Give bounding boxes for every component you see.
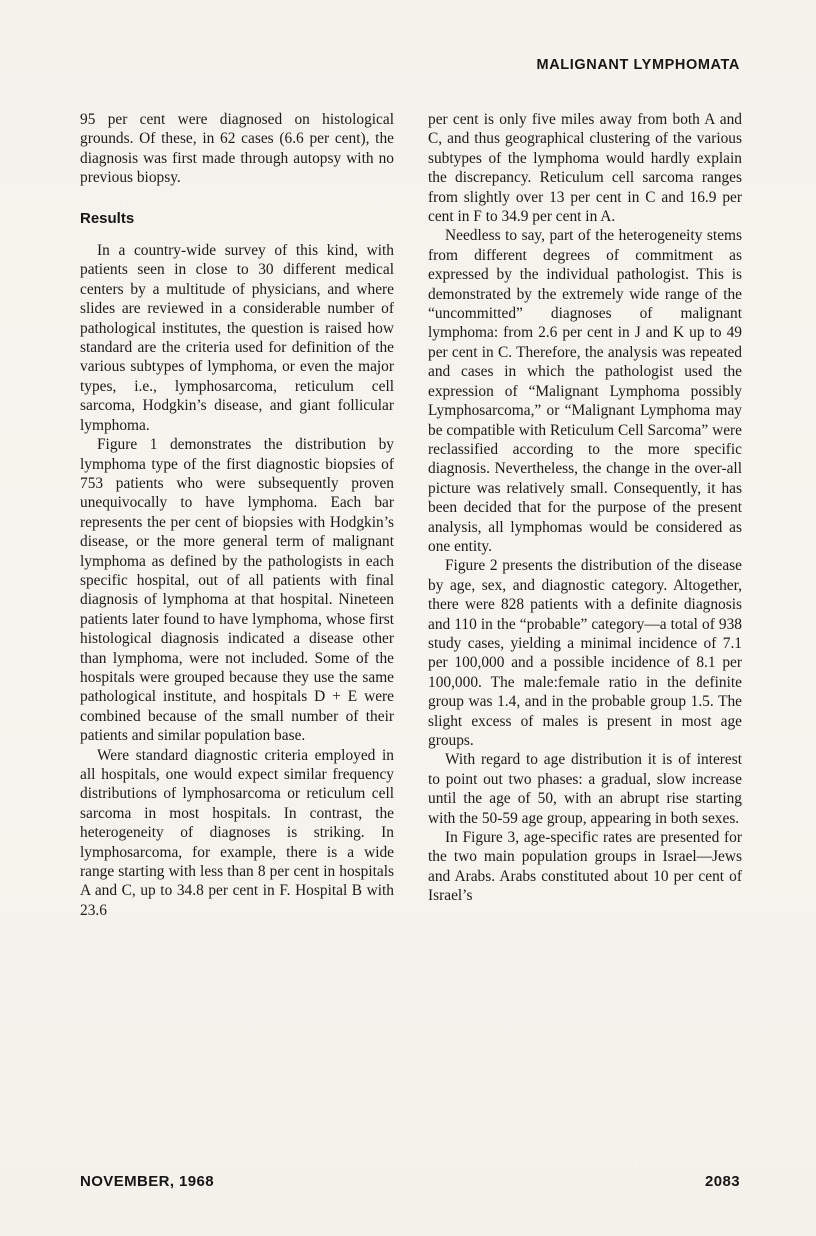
paragraph-histology-continuation: 95 per cent were diagnosed on histological grounds. Of these, in 62 cases (6.6 per cent), the diagnosis was first made through autopsy with no previous biopsy. — [80, 111, 394, 187]
left-column — [80, 110, 394, 920]
footer-issue-date: NOVEMBER, 1968 — [80, 1173, 214, 1190]
paragraph-figure2: Figure 2 presents the distribution of the disease by age, sex, and diagnostic category. Altogether, there were 828 patients with a definite diagnosis and 110 in the “probable” category—a total of 938 study cases, yielding a minimal incidence of 7.1 per 100,000 and a possible incidence of 8.1 per 100,000. The male:female ratio in the definite group was 1.4, and in the probable group 1.5. The slight excess of males is present in most age groups. — [428, 557, 742, 749]
page-footer — [80, 1173, 740, 1190]
paragraph-age-distribution: With regard to age distribution it is of interest to point out two phases: a gradual, slow increase until the age of 50, with an abrupt rise starting with the 50-59 age group, appearing in both sexes. — [428, 751, 742, 827]
body-columns — [80, 110, 742, 920]
paragraph-survey: In a country-wide survey of this kind, with patients seen in close to 30 different medical centers by a multitude of physicians, and where slides are reviewed in a considerable number of pathological institutes, the question is raised how standard are the criteria used for definition of the various subtypes of lymphoma, or even the major types, i.e., lymphosarcoma, reticulum cell sarcoma, Hodgkin’s disease, and giant follicular lymphoma. — [80, 242, 394, 434]
right-column — [428, 110, 742, 920]
running-head: MALIGNANT LYMPHOMATA — [536, 57, 740, 73]
paragraph-figure1: Figure 1 demonstrates the distribution by lymphoma type of the first diagnostic biopsies of 753 patients who were subsequently proven unequivocally to have lymphoma. Each bar represents the per cent of biopsies with Hodgkin’s disease, or the more general term of malignant lymphoma as defined by the pathologists in each specific hospital, out of all patients with final diagnosis of lymphoma at that hospital. Nineteen patients later found to have lymphoma, whose first histological diagnosis indicated a disease other than lymphoma, were not included. Some of the hospitals were grouped because they use the same pathological institute, and hospitals D + E were combined because of the small number of their patients and similar population base. — [80, 436, 394, 745]
footer-page-number: 2083 — [705, 1173, 740, 1190]
paragraph-diagnostic-criteria: Were standard diagnostic criteria employed in all hospitals, one would expect similar frequency distributions of lymphosarcoma or reticulum cell sarcoma in most hospitals. In contrast, the heterogeneity of diagnoses is striking. In lymphosarcoma, for example, there is a wide range starting with less than 8 per cent in hospitals A and C, up to 34.8 per cent in F. Hospital B with 23.6 — [80, 746, 394, 919]
section-heading-results: Results — [80, 209, 135, 227]
paragraph-geography-continuation: per cent is only five miles away from both A and C, and thus geographical clustering of the various subtypes of the lymphoma would hardly explain the discrepancy. Reticulum cell sarcoma ranges from slightly over 13 per cent in C and 16.9 per cent in F to 34.9 per cent in A. — [428, 111, 742, 226]
paragraph-heterogeneity: Needless to say, part of the heterogeneity stems from different degrees of commitment as expressed by the individual pathologist. This is demonstrated by the extremely wide range of the “uncommitted” diagnoses of malignant lymphoma: from 2.6 per cent in J and K up to 49 per cent in C. Therefore, the analysis was repeated and cases in which the pathologist used the expression of “Malignant Lymphoma possibly Lymphosarcoma,” or “Malignant Lymphoma may be compatible with Reticulum Cell Sarcoma” were reclassified according to the more specific diagnosis. Nevertheless, the change in the over-all picture was relatively small. Consequently, it has been decided that for the purpose of the present analysis, all lymphomas would be considered as one entity. — [428, 227, 742, 555]
paragraph-figure3: In Figure 3, age-specific rates are presented for the two main population groups in Israel—Jews and Arabs. Arabs constituted about 10 per cent of Israel’s — [428, 829, 742, 905]
